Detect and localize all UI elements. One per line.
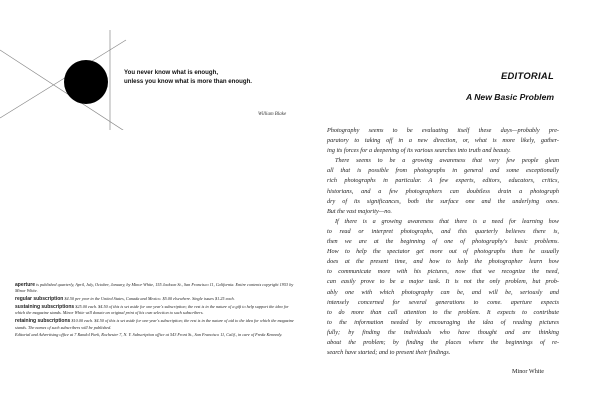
aperture-logo bbox=[0, 0, 130, 130]
colophon-text: $25.00 each. $4.50 of this is set aside for one year's subscription; the rest is in the nature of a gift to help support the idea for which the magazine stands. Minor White will donate an original print of his own selection to such subscribers. bbox=[15, 304, 289, 316]
body-line: to do more than call attention to the problem. It expects to contribute bbox=[327, 308, 559, 316]
section-label: EDITORIAL bbox=[500, 70, 554, 81]
body-line: ably one with which photography can be, and will be, seriously and bbox=[327, 288, 559, 296]
body-line: rich photographs in particular. A few experts, editors, educators, critics, bbox=[327, 177, 559, 185]
keyword: aperture bbox=[15, 282, 36, 288]
epigraph-line: You never know what is enough, bbox=[124, 69, 219, 76]
colophon-regular bbox=[15, 296, 297, 302]
editorial-title: A New Basic Problem bbox=[465, 92, 554, 102]
keyword: sustaining subscriptions bbox=[15, 304, 75, 311]
body-line: to communicate more with his pictures, now that we recognize the need, bbox=[327, 268, 559, 276]
epigraph bbox=[124, 68, 304, 86]
keyword: regular subscription bbox=[15, 296, 64, 303]
signature: Minor White bbox=[511, 368, 544, 375]
body-line: search have started; and to present their findings. bbox=[327, 349, 451, 357]
epigraph-author: William Blake bbox=[258, 112, 287, 117]
editorial-body bbox=[327, 126, 559, 358]
colophon-text: $4.50 per year in the United States, Canada and Mexico. $5.00 elsewhere. Single issues $1.25 each. bbox=[63, 296, 235, 302]
body-line: about the problem; by finding the places where the beginnings of re- bbox=[327, 338, 559, 346]
logo-disc bbox=[64, 60, 108, 104]
body-line: all that is possible from photographs in general and some exceptionally bbox=[327, 167, 559, 175]
epigraph-line: unless you know what is more than enough. bbox=[124, 78, 252, 85]
body-line: But the vast majority—no. bbox=[327, 207, 392, 215]
colophon-text: is published quarterly, April, July, October, January, by Minor White, 155 Jackson St., San Francisco 11, California. Entire contents copyright 1953 by Minor White. bbox=[15, 282, 294, 294]
body-line: dry of its significances, both the surface one and the underlying ones. bbox=[327, 197, 559, 205]
body-line: paratory to taking off in a new direction, or, what is more likely, gather- bbox=[327, 137, 559, 145]
body-line: If there is a growing awareness that there is a need for learning how bbox=[335, 217, 559, 225]
colophon-sustaining bbox=[15, 304, 297, 317]
colophon-publication bbox=[15, 282, 297, 295]
colophon-text: $10.00 each. $4.50 of this is set aside for one year's subscription; the rest is in the nature of aid to the idea for which the magazine stands. The names of such subscribers will be published. bbox=[15, 318, 294, 330]
colophon bbox=[15, 282, 297, 340]
body-line: There seems to be a growing awareness that very few people glean bbox=[335, 157, 559, 165]
keyword: retaining subscriptions bbox=[15, 318, 71, 325]
colophon-offices: Editorial and Advertising office at 7 Randol Park, Rochester 7, N. Y. Subscription office at 543 Front St., San Francisco 11, Calif., in care of Freda Kennedy. bbox=[15, 332, 283, 338]
body-line: ing its forces for a deepening of its various searches into truth and beauty. bbox=[327, 147, 511, 155]
body-line: to the information needed by encouraging the idea of reading pictures bbox=[327, 318, 559, 326]
body-line: fully; by finding the individuals who have thought and are thinking bbox=[327, 328, 559, 336]
colophon-retaining bbox=[15, 318, 297, 331]
body-line: can easily prove to be a major task. It is not the only problem, but prob- bbox=[327, 278, 559, 286]
body-line: Photography seems to be evaluating itself these days—probably pre- bbox=[327, 127, 559, 134]
body-line: to read or interpret photographs, and this quarterly believes there is, bbox=[327, 227, 559, 235]
body-line: then we are at the beginning of one of photography's basic problems. bbox=[327, 238, 559, 246]
body-line: intensely concerned for several generations to come. aperture expects bbox=[327, 298, 559, 306]
body-line: does at the present time, and how to help the photographer learn how bbox=[327, 258, 559, 266]
body-line: historians, and a few photographers can doubtless drain a photograph bbox=[327, 187, 559, 195]
right-page bbox=[303, 0, 606, 420]
logo-line bbox=[0, 50, 126, 130]
body-line: How to help the spectator get more out of photographs than he usually bbox=[327, 248, 559, 256]
